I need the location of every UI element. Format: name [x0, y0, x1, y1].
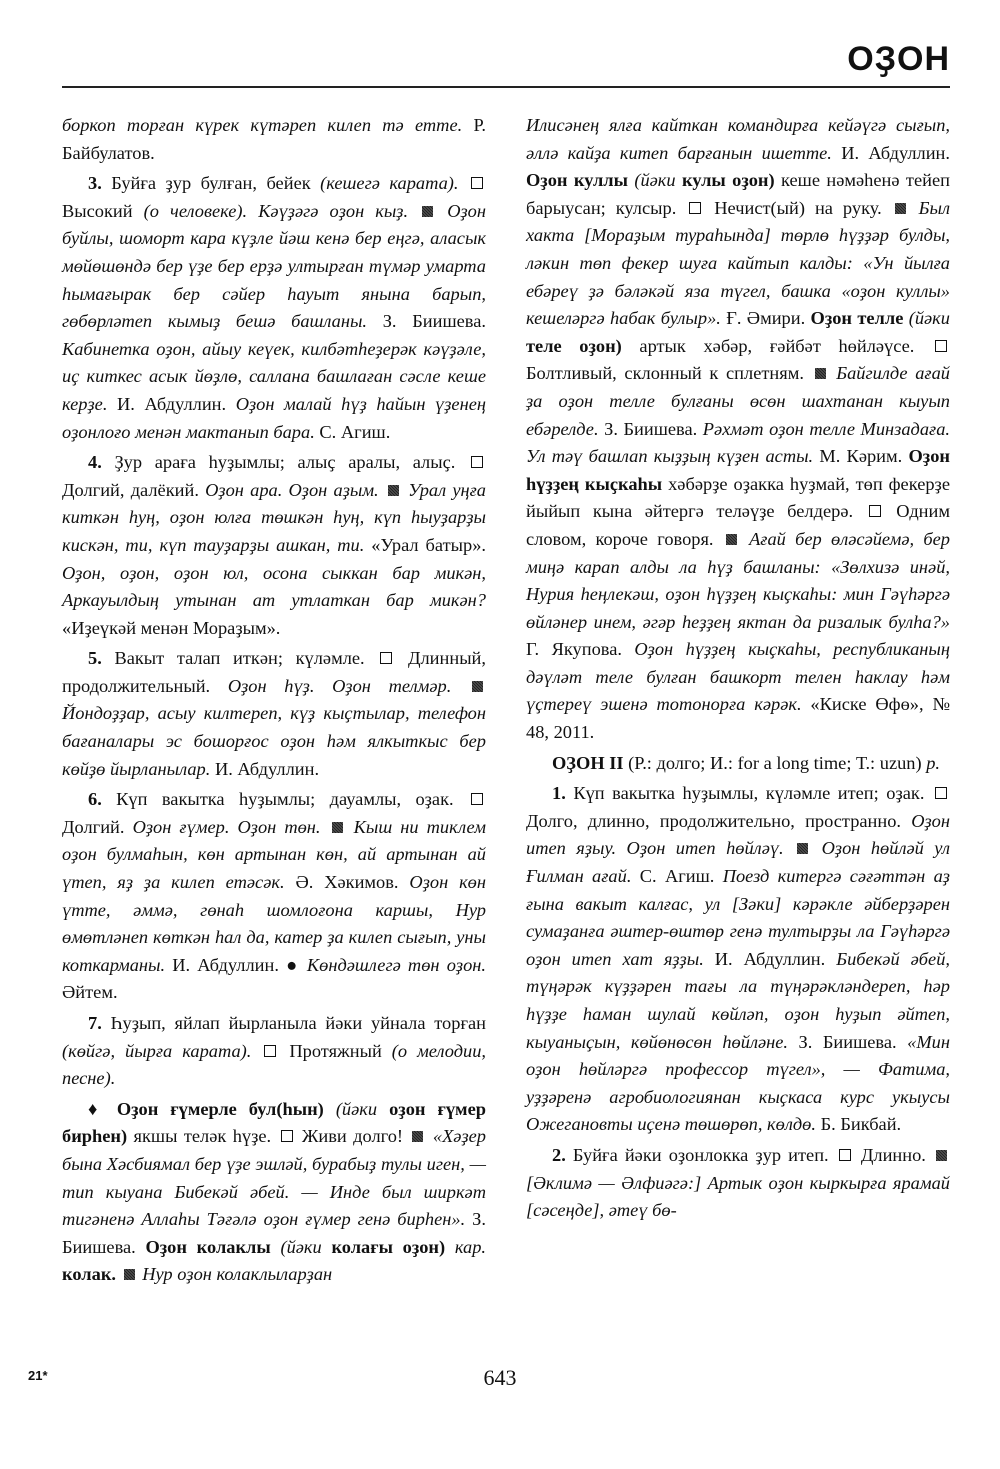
right-column	[526, 112, 950, 1225]
paragraph: боркоп торған күрек күтәреп килеп тә етте. Р. Байбулатов.	[62, 115, 486, 163]
paragraph: ♦ Оҙон ғүмерле бул(һын) (йәки оҙон ғүмер бирһен) якшы теләк һүҙе. Живи долго! «Хәҙер бына Хәсбиямал бер үҙе эшләй, бурабыҙ тулы иген, — тип кыуана Бибекәй әбей. — Инде был ширкәт тигәненә Аллаһы Тәғәлә оҙон ғүмер генә бирһен». З. Биишева. Оҙон колаклы (йәки колағы оҙон) кар. колак. Нур оҙон колаклыларҙан	[62, 1098, 487, 1285]
page-number: 643	[483, 1365, 517, 1390]
paragraph: 1. Күп вакытка һуҙымлы, күләмле итеп; оҙак. Долго, длинно, продолжительно, пространно. Оҙон итеп яҙыу. Оҙон итеп һөйләү. Оҙон һөйләй ул Ғилман ағай. С. Агиш. Поезд китергә сәғәттән аҙ ғына вакыт калғас, ул [Зәки] кәрәкле әйберҙәрен сумаҙанға әштер-өштөр генә тултырҙы ла Гәүһәргә оҙон итеп хат яҙҙы. И. Абдуллин. Бибекәй әбей, түңәрәк күҙҙәрен тағы ла түңәрәкләндереп, һәр һүҙҙе һаман шулай көйләп, оҙон һуҙып әйтеп, кыуаныҫын, көйөнөсөн һөйләне. З. Биишева. «Мин оҙон һөйләргә профессор түгел», — Фатима, уҙҙәренә агробиологиянан кыҫкаса курс укыусы Ожегановты иҫенә төшөрөп, көлдө. Б. Бикбай.	[526, 783, 950, 1135]
running-head: ОҘОН	[847, 40, 950, 78]
paragraph: ОҘОН II (Р.: долго; И.: for a long time; Т.: uzun) р.	[552, 752, 941, 773]
paragraph: 2. Буйға йәки оҙонлокка ҙур итеп. Длинно. [Әклимә — Әлфиәгә:] Артык оҙон кыркырға ярамай [сәсеңде], әтеү бө-	[526, 1144, 950, 1221]
paragraph: Илисәнең ялға кайткан командирға кейәүгә сығып, әллә кайҙа китеп барғанын ишетте. И. Абдуллин. Оҙон куллы (йәки кулы оҙон) кеше нәмәһенә тейеп барыусан; кулсыр. Нечист(ый) на руку. Был хакта [Мораҙым тураһында] төрлө һүҙҙәр булды, ләкин төп фекер шуға кайтып калды: «Ун йылға ебәреү ҙә бәләкәй яза түгел, башка «оҙон куллы» кешеләргә һабак булыр». Ғ. Әмири. Оҙон телле (йәки теле оҙон) артык хәбәр, ғәйбәт һөйләүсе. Болтливый, склонный к сплетням. Байгилде ағай ҙа оҙон телле булғаны өсөн шахтанан кыуып ебәрелде. З. Биишева. Рәхмәт оҙон телле Минзадаға. Ул тәү башлап кыҙҙың күҙен асты. М. Кәрим. Оҙон һүҙҙең кыҫкаһы хәбәрҙе оҙакка һуҙмай, төп фекерҙе йыйып кына әйтергә теләүҙе белдерә. Одним словом, короче говоря. Ағай бер өләсәйемә, бер миңә карап алды ла һүҙ башланы: «Зөлхизә инәй, Нурия һеңлекәш, оҙон һүҙҙең кыҫкаһы: мин Гәүһәргә өйләнер инем, әгәр һеҙҙең яктан да ризалык булһа?» Г. Якупова. Оҙон һүҙҙең кыҫкаһы, республиканың дәүләт теле булған башкорт телен һаклау һәм үҫтереү эшенә тотонорға кәрәк. «Киске Өфө», № 48, 2011.	[526, 115, 951, 743]
printer-signature: 21*	[28, 1368, 48, 1383]
paragraph: 3. Буйға ҙур булған, бейек (кешегә карата). Высокий (о человеке). Кәүҙәгә оҙон кыҙ. Оҙон буйлы, шоморт кара күҙле йәш кенә бер еңгә, аласык мөйөшөндә бер үҙе бер ерҙә ултырған түмәр умарта һымағырак бер сәйер һауыт янына барып, гөбөрләтеп кымыҙ бешә башланы. З. Биишева. Кабинетка оҙон, айыу кеүек, килбәтһеҙерәк кәүҙәле, иҫ киткес асык йөҙлө, саллана башлаған сәсле кеше керҙе. И. Абдуллин. Оҙон малай һүҙ һайын үҙенең оҙонлоғо менән мактанып бара. С. Агиш.	[62, 173, 486, 442]
header-rule	[62, 86, 950, 88]
left-column	[62, 112, 486, 1289]
paragraph: 6. Күп вакытка һуҙымлы; дауамлы, оҙак. Долгий. Оҙон ғүмер. Оҙон төн. Кыш ни тиклем оҙон булмаһын, көн артынан көн, ай артынан ай үтеп, яҙ ҙа килеп етәсәк. Ә. Хәкимов. Оҙон көн үтте, әммә, гөнаһ шомлоғона каршы, Нур өмөтләнеп көткән һал да, катер ҙа килеп сығып, уны коткарманы. И. Абдуллин. ● Көндәшлегә төн оҙон. Әйтем.	[62, 789, 486, 1003]
paragraph: 4. Ҙур араға һуҙымлы; алыҫ аралы, алыҫ. Долгий, далёкий. Оҙон ара. Оҙон аҙым. Урал уңға киткән һуң, оҙон юлға төшкән һуң, күп һыуҙарҙы кискән, ти, күп тауҙарҙы ашкан, ти. «Урал батыр». Оҙон, оҙон, оҙон юл, осона сыккан бар микән, Аркауылдың утынан ат утлаткан бар микән? «Иҙеүкәй менән Мораҙым».	[62, 452, 486, 638]
paragraph: 5. Вакыт талап иткән; күләмле. Длинный, продолжительный. Оҙон һүҙ. Оҙон телмәр. Йондоҙҙар, асыу килтереп, күҙ кыҫтылар, телефон бағаналары эс бошорғос оҙон һәм ялкыткыс бер көйҙө йырланылар. И. Абдуллин.	[62, 648, 486, 779]
paragraph: 7. Һуҙып, яйлап йырланыла йәки уйнала торған (көйгә, йырға карата). Протяжный (о мелодии, песне).	[62, 1013, 486, 1089]
